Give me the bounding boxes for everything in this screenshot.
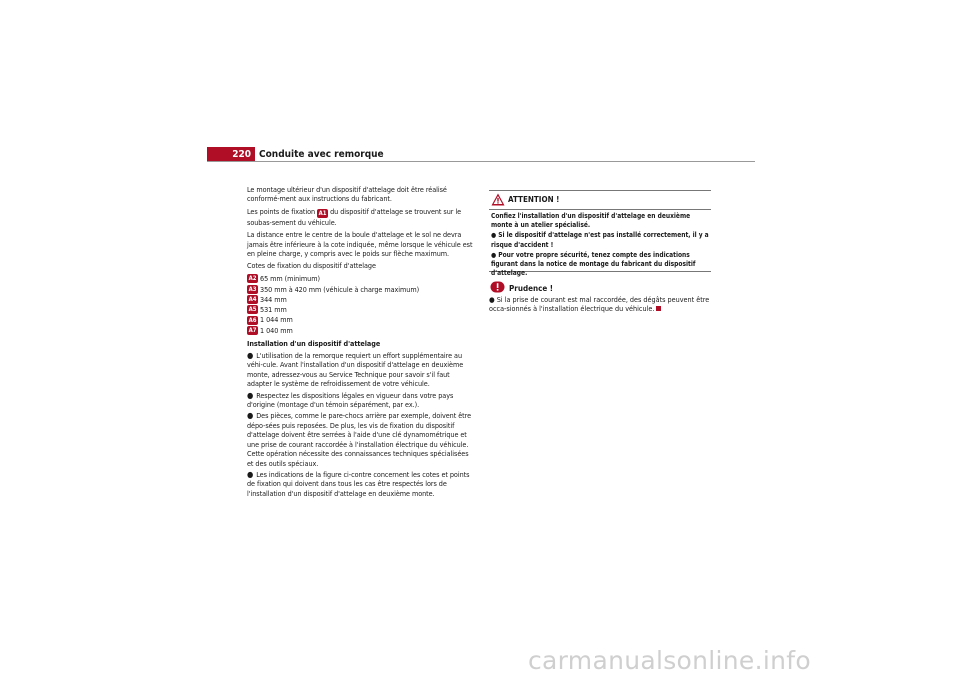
bullet-text: Respectez les dispositions légales en vigueur dans votre pays d'origine (montage d'un témoin séparément, par ex.). — [247, 390, 454, 410]
dimension-row — [247, 274, 475, 284]
intro-paragraph-3: La distance entre le centre de la boule d'attelage et le sol ne devra jamais être inférieure à la cote indiquée, même lorsque le véhicule est en pleine charge, y compris avec le poids sur flèche maximum. — [247, 230, 473, 259]
intro-p2-before: Les points de fixation — [247, 206, 318, 216]
figure-callout-badge: A6 — [248, 316, 257, 324]
figure-callout-badge: A2 — [248, 275, 257, 283]
warning-header — [489, 191, 711, 210]
caution-text — [489, 295, 711, 314]
figure-callout-badge: A4 — [248, 296, 257, 304]
warning-box — [489, 190, 711, 278]
warning-body — [489, 210, 711, 278]
intro-paragraph-2 — [247, 207, 475, 227]
watermark: carmanualsonline.info — [528, 646, 811, 675]
figure-callout-badge: A3 — [248, 285, 257, 293]
dimension-value: 344 mm — [260, 294, 287, 304]
dimension-value: 1 044 mm — [260, 315, 293, 325]
installation-bullet — [247, 391, 475, 410]
installation-bullet — [247, 411, 475, 467]
end-of-section-icon — [656, 306, 661, 311]
dimension-row — [247, 294, 475, 304]
left-column — [247, 185, 475, 500]
dimension-list — [247, 274, 475, 336]
bullet-text: Des pièces, comme le pare-chocs arrière par exemple, doivent être dépo-sées puis reposées. De plus, les vis de fixation du dispositif d'attelage doivent être serrées à l'aide d'une clé dynamométrique et une prise de courant raccordée à l'installation électrique du véhicule. Cette opération nécessite des connaissances techniques spécialisées et des outils spéciaux. — [247, 411, 472, 468]
bullet-text: Pour votre propre sécurité, tenez compte des indications figurant dans la notice de montage du fabricant du dispositif d'attelage. — [491, 250, 696, 278]
figure-callout-badge: A1 — [318, 209, 327, 217]
caution-exclamation-icon — [490, 281, 505, 293]
bullet-text: Si le dispositif d'attelage n'est pas installé correctement, il y a risque d'accident ! — [491, 231, 709, 249]
figure-callout-badge: A7 — [248, 326, 257, 334]
page-number: 220 — [207, 147, 255, 162]
bullet-icon: ● — [247, 351, 254, 361]
dimension-value: 531 mm — [260, 305, 287, 315]
warning-triangle-icon — [491, 193, 505, 206]
warning-bullet — [491, 231, 709, 249]
caution-box — [489, 281, 711, 314]
dimension-row — [247, 315, 475, 325]
caution-title: Prudence ! — [509, 284, 554, 293]
bullet-icon: ● — [489, 295, 497, 304]
warning-title: ATTENTION ! — [508, 195, 560, 204]
dimension-value: 65 mm (minimum) — [260, 274, 320, 284]
bullet-text: L'utilisation de la remorque requiert un effort supplémentaire au véhi-cule. Avant l'installation d'un dispositif d'attelage en deuxième monte, adressez-vous au Service Technique pour savoir s'il faut adapter le système de refroidissement de votre véhicule. — [247, 351, 464, 389]
warning-intro: Confiez l'installation d'un dispositif d'attelage en deuxième monte à un atelier spécialisé. — [491, 212, 691, 230]
bullet-icon: ● — [247, 390, 254, 400]
intro-paragraph-4: Cotes de fixation du dispositif d'attelage — [247, 261, 376, 271]
dimension-row — [247, 284, 475, 294]
caution-header — [489, 281, 711, 295]
section-title: Conduite avec remorque — [259, 149, 384, 160]
header-divider — [207, 161, 755, 162]
dimension-row — [247, 305, 475, 315]
bullet-icon: ● — [247, 411, 254, 421]
dimension-row — [247, 325, 475, 335]
caution-text-content: Si la prise de courant est mal raccordée, des dégâts peuvent être occa-sionnés à l'installation électrique du véhicule. — [489, 295, 710, 314]
bullet-icon: ● — [491, 231, 499, 240]
dimension-value: 350 mm à 420 mm (véhicule à charge maximum) — [260, 284, 420, 294]
intro-paragraph-1: Le montage ultérieur d'un dispositif d'attelage doit être réalisé conformé-ment aux instructions du fabricant. — [247, 185, 447, 204]
installation-heading: Installation d'un dispositif d'attelage — [247, 338, 381, 348]
dimension-value: 1 040 mm — [260, 325, 293, 335]
bullet-icon: ● — [247, 469, 254, 479]
warning-bullet — [491, 251, 709, 279]
installation-bullet — [247, 351, 475, 389]
bullet-text: Les indications de la figure ci-contre concernent les cotes et points de fixation qui doivent dans tous les cas être respectés lors de l'installation d'un dispositif d'attelage en deuxième monte. — [247, 469, 470, 498]
installation-bullet — [247, 470, 475, 498]
bullet-icon: ● — [491, 250, 499, 259]
figure-callout-badge: A5 — [248, 306, 257, 314]
intro-p2-after: du dispositif d'attelage se trouvent sur le soubas-sement du véhicule. — [247, 206, 462, 227]
